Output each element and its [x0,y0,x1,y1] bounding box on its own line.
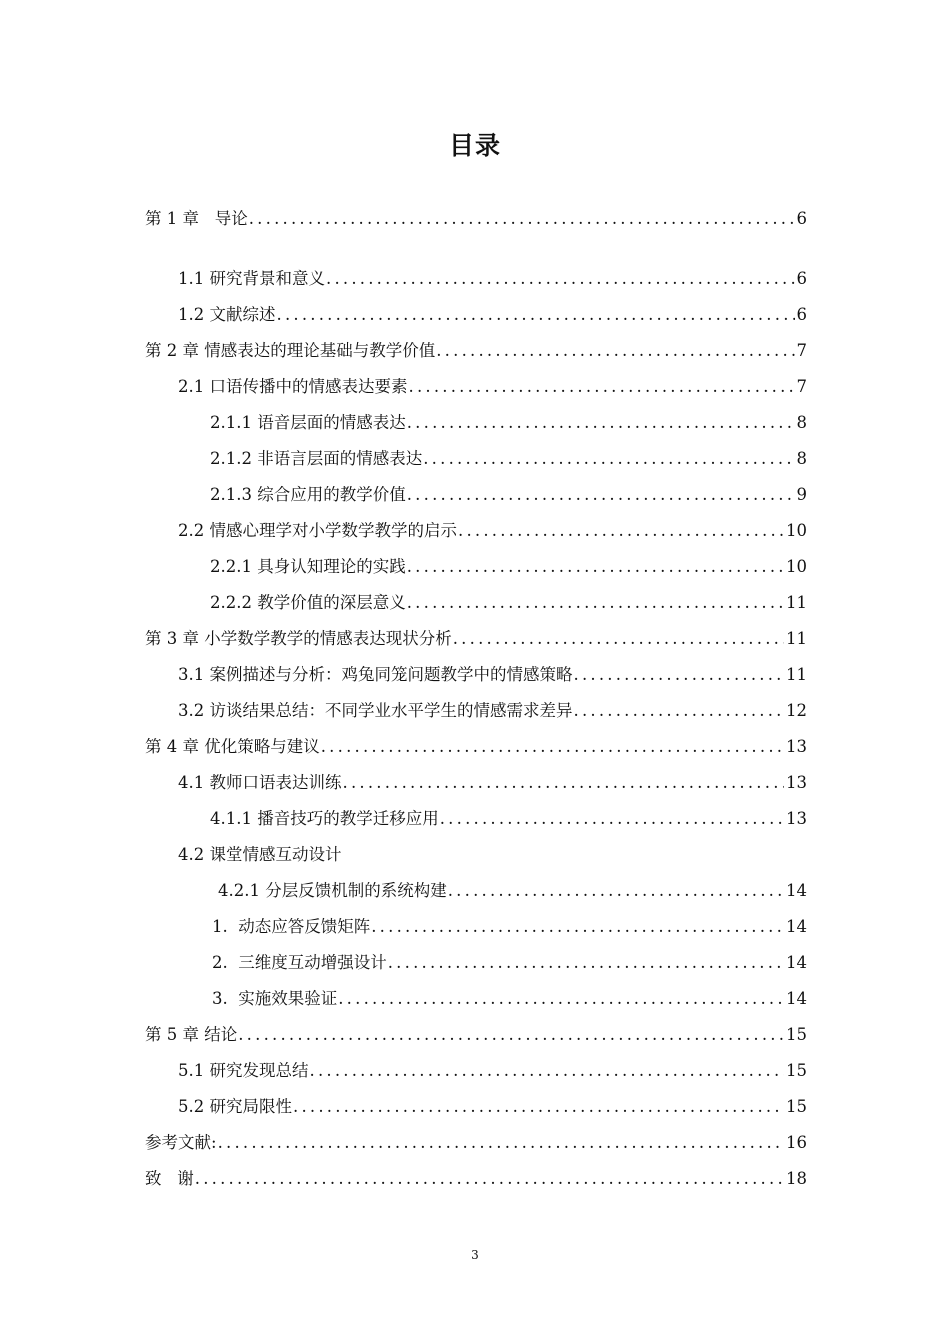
toc-leader-dots [407,410,795,436]
toc-entry-text: 4.1 教师口语表达训练 [178,773,342,792]
toc-entry-text: 3.1 案例描述与分析：鸡兔同笼问题教学中的情感策略 [178,665,573,684]
toc-entry-text: 第 4 章 优化策略与建议 [145,737,320,756]
toc-entry-page: 6 [796,269,807,288]
toc-entry-text: 2. 三维度互动增强设计 [212,953,387,972]
toc-entry-text: 第 5 章 结论 [145,1025,238,1044]
toc-entry-text: 5.1 研究发现总结 [178,1061,309,1080]
toc-entry-text: 第 3 章 小学数学教学的情感表达现状分析 [145,629,452,648]
toc-entry-text: 致 谢 [145,1169,194,1188]
toc-entry-text: 第 1 章 导论 [145,209,248,228]
toc-entry-text: 参考文献: [145,1133,217,1152]
toc-leader-dots [321,734,784,760]
toc-entry-1-2[interactable] [178,302,807,328]
toc-entry-chapter-5[interactable] [145,1022,807,1048]
toc-leader-dots [218,1130,784,1156]
toc-entry-page: 15 [786,1097,807,1116]
toc-entry-page: 6 [796,305,807,324]
toc-leader-dots [388,950,784,976]
toc-entry-page: 12 [786,701,807,720]
toc-entry-2-1-3[interactable] [210,482,807,508]
toc-entry-text: 第 2 章 情感表达的理论基础与教学价值 [145,341,436,360]
toc-entry-chapter-3[interactable] [145,626,807,652]
toc-leader-dots [343,770,785,796]
toc-leader-dots [453,626,784,652]
toc-entry-text: 5.2 研究局限性 [178,1097,292,1116]
toc-entry-2-2[interactable] [178,518,807,544]
toc-entry-page: 7 [796,377,807,396]
toc-leader-dots [238,1022,784,1048]
toc-leader-dots [409,374,795,400]
toc-entry-5-2[interactable] [178,1094,807,1120]
toc-leader-dots [423,446,794,472]
toc-entry-text: 2.2 情感心理学对小学数学教学的启示 [178,521,457,540]
toc-entry-text: 1.1 研究背景和意义 [178,269,325,288]
toc-leader-dots [458,518,784,544]
toc-entry-text: 4.1.1 播音技巧的教学迁移应用 [210,809,439,828]
toc-leader-dots [371,914,784,940]
toc-entry-text: 2.2.2 教学价值的深层意义 [210,593,406,612]
toc-entry-chapter-1[interactable] [145,206,807,232]
toc-entry-4-2-1-item-2[interactable] [212,950,807,976]
toc-entry-1-1[interactable] [178,266,807,292]
toc-entry-page: 10 [786,521,807,540]
toc-entry-text: 3. 实施效果验证 [212,989,338,1008]
toc-entry-text: 3.2 访谈结果总结：不同学业水平学生的情感需求差异 [178,701,573,720]
toc-entry-4-2-1-item-1[interactable] [212,914,807,940]
toc-entry-page: 14 [786,953,807,972]
toc-entry-page: 8 [796,413,807,432]
toc-leader-dots [326,266,795,292]
toc-entry-text: 1.2 文献综述 [178,305,276,324]
toc-entry-text: 2.1.1 语音层面的情感表达 [210,413,406,432]
toc-entry-page: 15 [786,1025,807,1044]
toc-entry-2-1-1[interactable] [210,410,807,436]
toc-leader-dots [293,1094,784,1120]
toc-entry-text: 2.1.3 综合应用的教学价值 [210,485,406,504]
toc-entry-page: 7 [796,341,807,360]
toc-entry-page: 6 [796,209,807,228]
toc-entry-page: 15 [786,1061,807,1080]
toc-leader-dots [407,590,784,616]
toc-entry-page: 13 [786,773,807,792]
toc-entry-page: 11 [786,629,807,648]
toc-leader-dots [448,878,784,904]
toc-entry-page: 11 [786,593,807,612]
toc-leader-dots [338,986,784,1012]
toc-entry-chapter-4[interactable] [145,734,807,760]
toc-leader-dots [249,206,795,232]
toc-entry-4-2-1[interactable] [218,878,807,904]
toc-leader-dots [574,698,785,724]
toc-entry-2-1-2[interactable] [210,446,807,472]
toc-entry-page: 13 [786,809,807,828]
toc-entry-text: 2.2.1 具身认知理论的实践 [210,557,406,576]
toc-entry-3-2[interactable] [178,698,807,724]
toc-entry-2-2-2[interactable] [210,590,807,616]
toc-leader-dots [436,338,794,364]
toc-entry-4-2[interactable] [178,842,807,868]
toc-entry-page: 11 [786,665,807,684]
toc-entry-page: 14 [786,989,807,1008]
toc-entry-page: 8 [796,449,807,468]
toc-entry-page: 13 [786,737,807,756]
toc-entry-references[interactable] [145,1130,807,1156]
toc-leader-dots [195,1166,784,1192]
toc-leader-dots [440,806,784,832]
toc-entry-2-2-1[interactable] [210,554,807,580]
page-title: 目录 [448,131,501,160]
toc-entry-page: 9 [796,485,807,504]
toc-entry-2-1[interactable] [178,374,807,400]
toc-entry-4-1[interactable] [178,770,807,796]
toc-leader-dots [310,1058,785,1084]
toc-entry-page: 14 [786,917,807,936]
toc-entry-4-2-1-item-3[interactable] [212,986,807,1012]
toc-leader-dots [277,302,795,328]
toc-entry-page: 18 [786,1169,807,1188]
toc-entry-page: 16 [786,1133,807,1152]
toc-entry-page: 10 [786,557,807,576]
toc-entry-4-1-1[interactable] [210,806,807,832]
toc-leader-dots [407,482,795,508]
toc-entry-text: 4.2.1 分层反馈机制的系统构建 [218,881,447,900]
toc-entry-text: 4.2 课堂情感互动设计 [178,845,342,864]
toc-entry-text: 2.1.2 非语言层面的情感表达 [210,449,423,468]
toc-entry-chapter-2[interactable] [145,338,807,364]
toc-entry-text: 1. 动态应答反馈矩阵 [212,917,371,936]
page-number: 3 [471,1248,479,1262]
toc-entry-3-1[interactable] [178,662,807,688]
toc-leader-dots [407,554,784,580]
toc-entry-text: 2.1 口语传播中的情感表达要素 [178,377,408,396]
toc-entry-acknowledgements[interactable] [145,1166,807,1192]
toc-entry-page: 14 [786,881,807,900]
toc-leader-dots [574,662,785,688]
toc-entry-5-1[interactable] [178,1058,807,1084]
